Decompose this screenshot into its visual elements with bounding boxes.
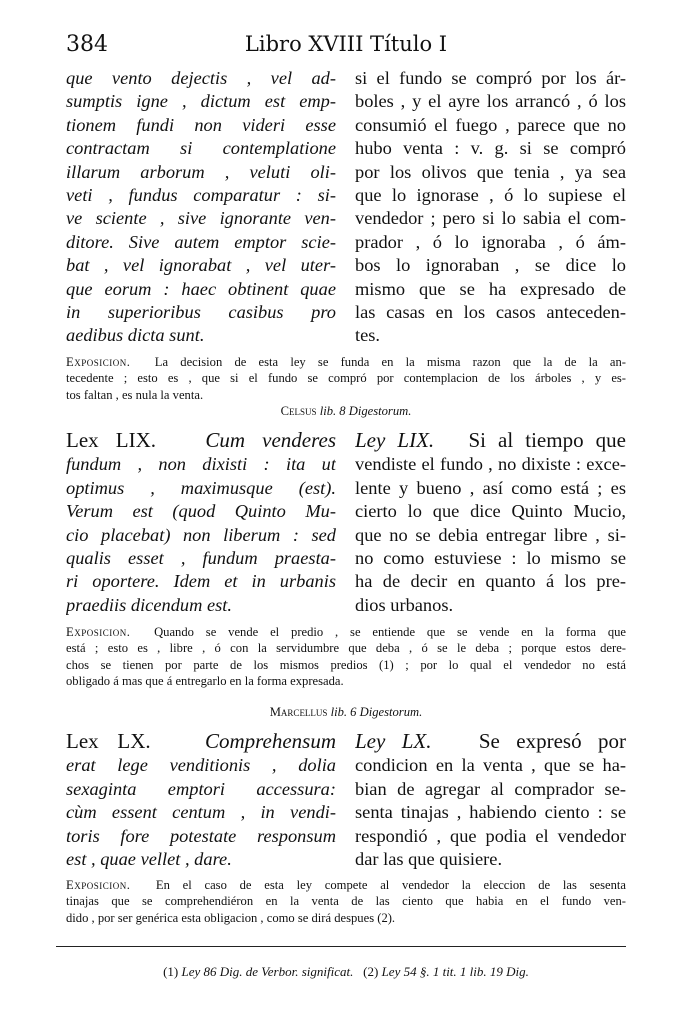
latin-column-3 [66, 730, 336, 871]
exposicion-3 [66, 877, 626, 926]
spanish-line: dar las que quisiere. [355, 849, 503, 870]
attribution-marcellus [66, 705, 626, 720]
exposicion-line: chos se tienen por parte de los mismos predios (1) ; por lo qual el vendedor no está [66, 657, 626, 672]
ley-heading: Ley LX. [355, 730, 432, 753]
latin-line: aedibus dicta sunt. [66, 325, 205, 346]
spanish-line: hubo venta : v. g. si se compró [355, 138, 626, 159]
spanish-line: cierto lo que dice Quinto Mucio, [355, 501, 626, 522]
spanish-line: bos lo ignoraban , se dice lo [355, 255, 626, 276]
exposicion-2 [66, 624, 626, 690]
exposicion-label: Exposicion. [66, 878, 131, 892]
latin-line: veti , fundus comparatur : si- [66, 185, 336, 206]
page-number: 384 [66, 32, 108, 57]
page-header [66, 30, 626, 64]
spanish-column-2 [355, 429, 626, 617]
latin-line: ditore. Sive autem emptor scie- [66, 231, 336, 252]
latin-line: erat lege venditionis , dolia [66, 755, 336, 776]
footnotes [66, 964, 626, 980]
spanish-line: vendiste el fundo , no dixiste : exce- [355, 454, 626, 475]
spanish-line: no como estuviese : lo mismo se [355, 548, 626, 569]
spanish-line: si el fundo se compró por los ár- [355, 68, 626, 88]
lex-heading: Lex LIX. [66, 429, 156, 452]
latin-line [66, 429, 336, 453]
exposicion-line [66, 877, 626, 893]
exposicion-1 [66, 354, 626, 403]
latin-column-2 [66, 429, 336, 617]
latin-line: ve sciente , sive ignorante ven- [66, 208, 336, 229]
spanish-line: prador , ó lo ignoraba , ó ám- [355, 231, 626, 252]
latin-line: bat , vel ignorabat , vel uter- [66, 255, 336, 276]
spanish-line: tes. [355, 325, 381, 346]
attribution-author: Celsus [280, 404, 317, 418]
latin-line: cùm essent centum , in vendi- [66, 802, 336, 823]
spanish-line: condicion en la venta , que se ha- [355, 755, 626, 776]
spanish-line: consumió el fuego , parece que no [355, 114, 626, 135]
exposicion-line: está ; esto es , libre , ó con la servidumbre que deba , ó se le deba ; porque estos dere- [66, 641, 626, 656]
latin-line [66, 730, 336, 754]
spanish-column-3 [355, 730, 626, 871]
running-title: Libro XVIII Título I [244, 32, 448, 56]
exposicion-line [66, 354, 626, 370]
latin-line: tionem fundi non videri esse [66, 114, 336, 135]
latin-line: que eorum : haec obtinent quae [66, 278, 336, 299]
latin-text: Cum venderes [205, 429, 336, 452]
latin-line: praediis dicendum est. [66, 594, 233, 615]
spanish-text: Se expresó por [478, 730, 626, 753]
footnote-text-1: Ley 86 Dig. de Verbor. significat. [181, 964, 354, 979]
latin-line: sexaginta emptori accessura: [66, 778, 336, 799]
lex-heading: Lex LX. [66, 730, 151, 753]
exposicion-line [66, 624, 626, 640]
spanish-line: mismo que se ha expresado de [355, 278, 626, 299]
latin-text: Comprehensum [204, 730, 336, 753]
exposicion-text: En el caso de esta ley compete al vendedor la eleccion de las sesenta [155, 878, 626, 892]
exposicion-line: tinajas que se comprehendiéron en la venta de las ciento que habia en el fundo ven- [66, 894, 626, 909]
footnote-text-2: Ley 54 §. 1 tit. 1 lib. 19 Dig. [381, 964, 529, 979]
spanish-line: lente y bueno , así como está ; es [355, 477, 626, 498]
attribution-work: lib. 8 Digestorum. [319, 404, 412, 418]
exposicion-text: Quando se vende el predio , se entiende que se vende en la forma que [154, 625, 626, 639]
spanish-line: ha de decir en quanto á los pre- [355, 571, 626, 592]
ley-heading: Ley LIX. [355, 429, 435, 452]
attribution-author: Marcellus [269, 705, 328, 719]
exposicion-line: dido , por ser genérica esta obligacion , como se dirá despues (2). [66, 910, 396, 925]
exposicion-label: Exposicion. [66, 355, 131, 369]
spanish-line: vendedor ; pero si lo sabia el com- [355, 208, 626, 229]
attribution-work: lib. 6 Digestorum. [330, 705, 423, 719]
latin-line: cio placebat) non liberum : sed [66, 524, 336, 545]
spanish-line: dios urbanos. [355, 594, 454, 615]
latin-line: Verum est (quod Quinto Mu- [66, 501, 336, 522]
spanish-line: bian de agregar al comprador se- [355, 778, 626, 799]
spanish-line [355, 429, 626, 453]
latin-line: illarum arborum , veluti oli- [66, 161, 336, 182]
exposicion-line: tos faltan , es nula la venta. [66, 387, 204, 402]
spanish-line: respondió , que podia el vendedor [355, 825, 626, 846]
latin-line: que vento dejectis , vel ad- [66, 68, 336, 88]
spanish-line: que no se debia entregar libre , si- [355, 524, 626, 545]
latin-line: qualis esset , fundum praesta- [66, 548, 336, 569]
latin-line: toris fore potestate responsum [66, 825, 336, 846]
spanish-column-1 [355, 67, 626, 348]
latin-line: in superioribus casibus pro [66, 302, 336, 323]
spanish-line: que lo ignorase , ó lo supiese el [355, 185, 626, 206]
footnote-marker-2: (2) [363, 964, 379, 979]
latin-line: sumptis igne , dictum est emp- [66, 91, 336, 112]
latin-column-1 [66, 67, 336, 348]
spanish-text: Si al tiempo que [468, 429, 626, 452]
spanish-line: las casas en los casos anteceden- [355, 302, 626, 323]
latin-line: fundum , non dixisti : ita ut [66, 454, 336, 475]
spanish-line: boles , y el ayre los arrancó , ó los [355, 91, 626, 112]
footnote-rule [56, 946, 626, 947]
exposicion-label: Exposicion. [66, 625, 131, 639]
latin-line: optimus , maximusque (est). [66, 477, 336, 498]
latin-line: ri oportere. Idem et in urbanis [66, 571, 336, 592]
latin-line: est , quae vellet , dare. [66, 849, 232, 870]
spanish-line [355, 730, 626, 754]
latin-line: contractam si contemplatione [66, 138, 336, 159]
spanish-line: senta tinajas , habiendo ciento : se [355, 802, 626, 823]
spanish-line: por los olivos que tenia , ya sea [355, 161, 626, 182]
attribution-celsus [66, 404, 626, 419]
exposicion-line: tecedente ; esto es , que si el fundo se compró por contemplacion de los árboles , y es- [66, 371, 626, 386]
footnote-marker-1: (1) [163, 964, 179, 979]
exposicion-text: La decision de esta ley se funda en la misma razon que la de la an- [154, 355, 626, 369]
exposicion-line: obligado á mas que á entregarlo en la forma expresada. [66, 674, 344, 689]
